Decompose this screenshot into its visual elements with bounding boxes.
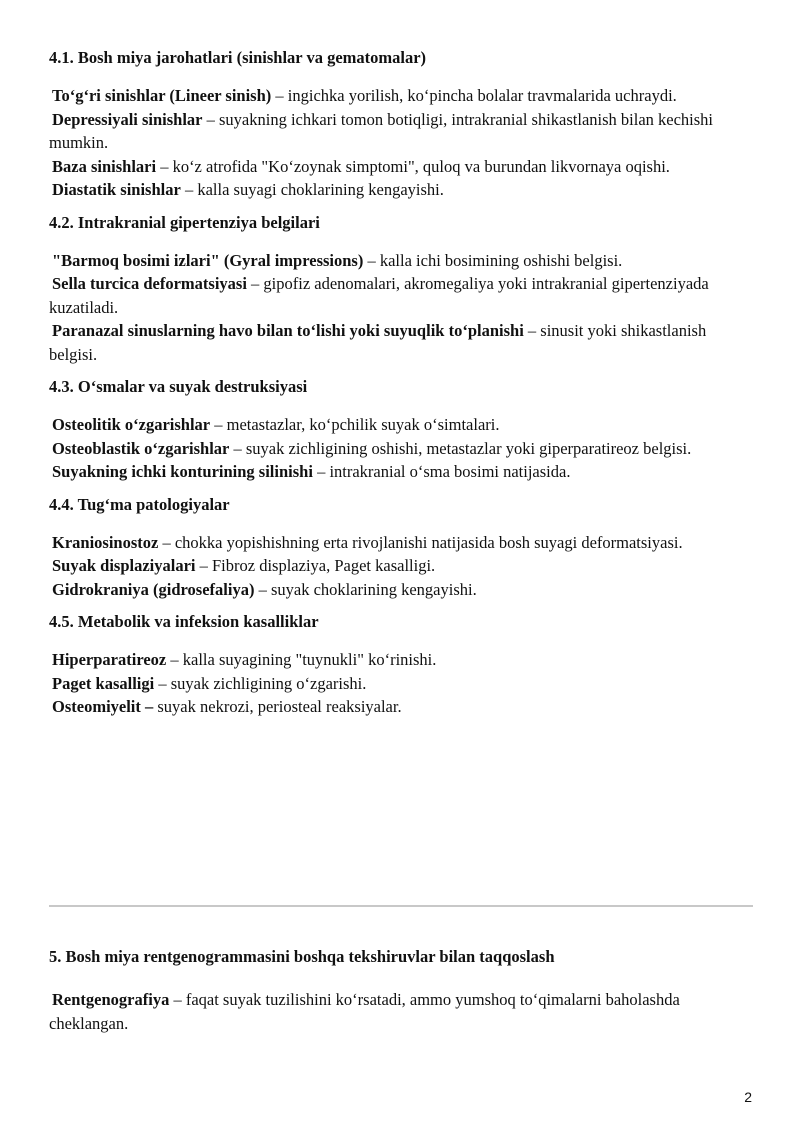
section-4-4 — [49, 493, 753, 602]
section-4-2 — [49, 211, 753, 367]
list-item — [49, 84, 753, 108]
list-item — [49, 988, 753, 1035]
section-4-5 — [49, 610, 753, 719]
item-term: Osteoblastik o‘zgarishlar — [52, 438, 230, 458]
list-item — [49, 672, 753, 696]
item-term: Baza sinishlari — [52, 156, 157, 176]
item-term: "Barmoq bosimi izlari" (Gyral impressions) — [52, 250, 364, 270]
item-desc: – ko‘z atrofida "Ko‘zoynak simptomi", quloq va burundan likvornaya oqishi. — [156, 156, 670, 176]
item-desc: – suyak zichligining oshishi, metastazlar yoki giperparatireoz belgisi. — [229, 438, 692, 458]
item-term: Depressiyali sinishlar — [52, 109, 203, 129]
item-desc: – ingichka yorilish, ko‘pincha bolalar travmalarida uchraydi. — [271, 86, 677, 105]
horizontal-divider — [49, 905, 753, 907]
list-item — [49, 460, 753, 484]
item-term: Gidrokraniya (gidrosefaliya) — [52, 579, 255, 599]
section-heading: 4.2. Intrakranial gipertenziya belgilari — [49, 212, 320, 232]
section-4-1 — [49, 46, 753, 202]
list-item — [49, 531, 753, 555]
item-desc: – kalla suyagi choklarining kengayishi. — [180, 180, 444, 199]
section-4-3 — [49, 375, 753, 484]
list-item — [49, 413, 753, 437]
list-item — [49, 319, 753, 366]
list-item — [49, 249, 753, 273]
item-desc: – suyakning ichkari tomon botiqligi, intrakranial shikastlanish bilan kechishi mumkin. — [49, 109, 714, 152]
page-content — [49, 46, 753, 728]
section-heading: 4.4. Tug‘ma patologiyalar — [49, 494, 230, 514]
item-term: Rentgenografiya — [52, 990, 170, 1009]
list-item — [49, 695, 753, 719]
item-desc: – intrakranial o‘sma bosimi natijasida. — [312, 462, 571, 481]
section-heading: 4.5. Metabolik va infeksion kasalliklar — [49, 612, 319, 631]
item-term: Suyakning ichki konturining silinishi — [52, 462, 313, 481]
item-desc: – kalla ichi bosimining oshishi belgisi. — [363, 250, 623, 270]
page-number: 2 — [744, 1089, 752, 1105]
item-desc: – kalla suyagining "tuynukli" ko‘rinishi. — [166, 650, 437, 669]
item-desc: – chokka yopishishning erta rivojlanishi natijasida bosh suyagi deformatsiyasi. — [158, 532, 683, 552]
section-heading: 4.3. O‘smalar va suyak destruksiyasi — [49, 377, 308, 396]
list-item — [49, 554, 753, 578]
section-heading: 4.1. Bosh miya jarohatlari (sinishlar va gematomalar) — [49, 48, 427, 67]
item-desc: – suyak zichligining o‘zgarishi. — [154, 673, 367, 693]
item-desc: – Fibroz displaziya, Paget kasalligi. — [195, 556, 436, 575]
item-term: Paget kasalligi — [52, 673, 155, 693]
item-term: To‘g‘ri sinishlar (Lineer sinish) — [52, 86, 272, 105]
item-desc: – gipofiz adenomalari, akromegaliya yoki intrakranial gipertenziyada kuzatiladi. — [49, 274, 709, 317]
list-item — [49, 272, 753, 319]
item-desc: – sinusit yoki shikastlanish belgisi. — [49, 321, 707, 364]
list-item — [49, 437, 753, 461]
item-term: Osteomiyelit – — [52, 697, 154, 716]
list-item — [49, 108, 753, 155]
section-5 — [49, 945, 753, 1035]
item-desc: suyak nekrozi, periosteal reaksiyalar. — [153, 697, 402, 716]
item-term: Paranazal sinuslarning havo bilan to‘lishi yoki suyuqlik to‘planishi — [52, 321, 524, 340]
item-term: Suyak displaziyalari — [52, 556, 196, 575]
list-item — [49, 648, 753, 672]
list-item — [49, 578, 753, 602]
item-desc: – metastazlar, ko‘pchilik suyak o‘simtalari. — [210, 415, 500, 434]
item-term: Diastatik sinishlar — [52, 180, 181, 199]
item-desc: – faqat suyak tuzilishini ko‘rsatadi, ammo yumshoq to‘qimalarni baholashda cheklangan. — [49, 990, 680, 1033]
list-item — [49, 178, 753, 202]
list-item — [49, 155, 753, 179]
item-term: Sella turcica deformatsiyasi — [52, 274, 247, 293]
item-term: Osteolitik o‘zgarishlar — [52, 415, 211, 434]
item-desc: – suyak choklarining kengayishi. — [254, 579, 477, 599]
item-term: Hiperparatireoz — [52, 650, 167, 669]
section-heading: 5. Bosh miya rentgenogrammasini boshqa tekshiruvlar bilan taqqoslash — [49, 947, 555, 966]
item-term: Kraniosinostoz — [52, 532, 159, 552]
